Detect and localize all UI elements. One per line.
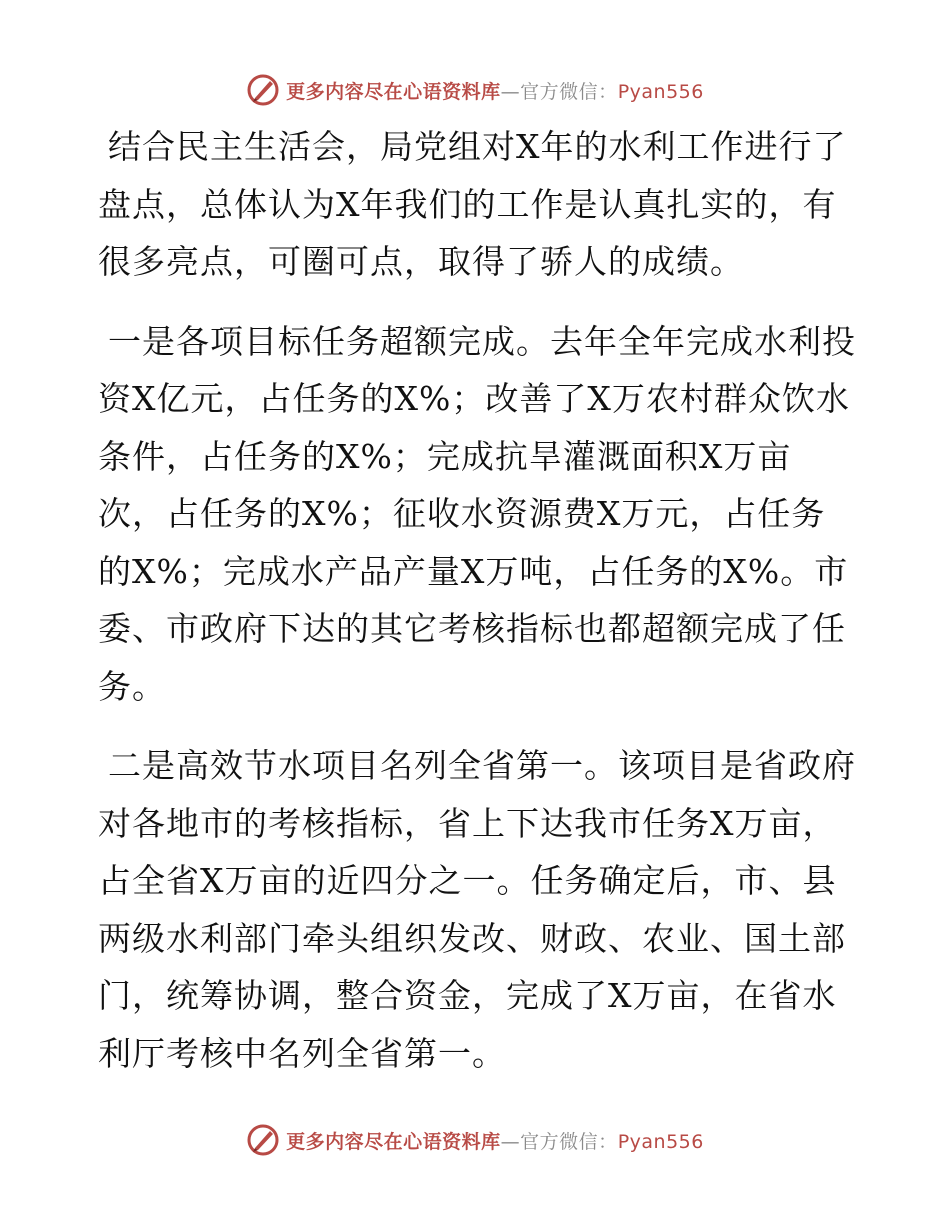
header-banner	[0, 72, 950, 108]
quill-pen-icon	[246, 1123, 280, 1157]
banner-text	[286, 1127, 704, 1154]
banner-separator: —	[500, 1130, 521, 1153]
banner-handle: Pyan556	[617, 80, 704, 103]
paragraph-2: 一是各项目标任务超额完成。去年全年完成水利投资X亿元，占任务的X%；改善了X万农村群众饮水条件，占任务的X%；完成抗旱灌溉面积X万亩次，占任务的X%；征收水资源费X万元，占任务的X%；完成水产品产量X万吨，占任务的X%。市委、市政府下达的其它考核指标也都超额完成了任务。	[98, 321, 856, 706]
footer-banner	[0, 1122, 950, 1158]
quill-pen-icon	[246, 73, 280, 107]
document-body	[98, 118, 858, 1104]
paragraph-3: 二是高效节水项目名列全省第一。该项目是省政府对各地市的考核指标，省上下达我市任务X万亩，占全省X万亩的近四分之一。任务确定后，市、县两级水利部门牵头组织发改、财政、农业、国土部门，统筹协调，整合资金，完成了X万亩，在省水利厅考核中名列全省第一。	[98, 746, 856, 1073]
paragraph-1: 结合民主生活会，局党组对X年的水利工作进行了盘点，总体认为X年我们的工作是认真扎实的，有很多亮点，可圈可点，取得了骄人的成绩。	[98, 127, 847, 281]
banner-text	[286, 77, 704, 104]
banner-wechat-label: 官方微信：	[520, 1130, 618, 1153]
banner-wechat-label: 官方微信：	[520, 80, 618, 103]
banner-handle: Pyan556	[617, 1130, 704, 1153]
banner-brand: 更多内容尽在心语资料库	[286, 80, 501, 103]
banner-brand: 更多内容尽在心语资料库	[286, 1130, 501, 1153]
banner-separator: —	[500, 80, 521, 103]
